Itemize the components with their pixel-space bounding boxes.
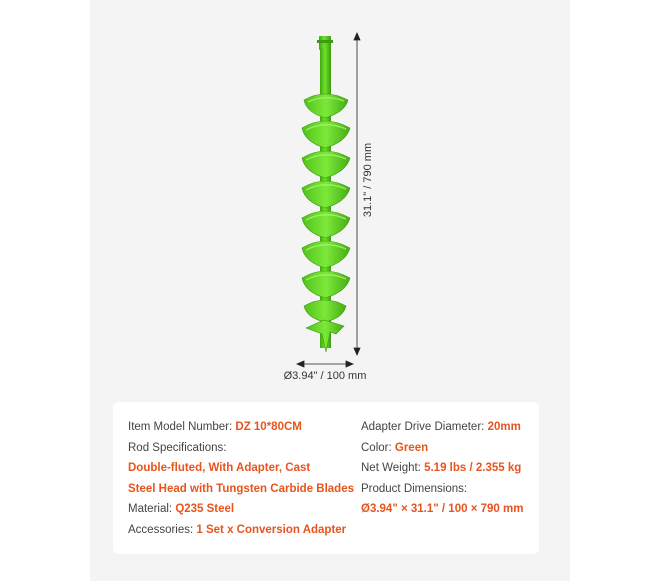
spec-rod-value-1: Double-fluted, With Adapter, Cast [128, 462, 311, 474]
spec-value: 20mm [487, 421, 521, 433]
spec-label: Color: [361, 442, 392, 454]
spec-rod-label: Rod Specifications: [128, 442, 227, 454]
cutting-head [306, 320, 344, 352]
spec-dimensions-value: Ø3.94" × 31.1" / 100 × 790 mm [361, 503, 524, 515]
spec-label: Accessories: [128, 524, 194, 536]
length-dimension-label: 31.1" / 790 mm [362, 142, 374, 218]
spec-model [128, 420, 302, 434]
spec-value: 1 Set x Conversion Adapter [196, 524, 347, 536]
spec-dimensions-label: Product Dimensions: [361, 483, 468, 495]
diameter-dimension-line [297, 361, 353, 367]
spec-value: Q235 Steel [175, 503, 235, 515]
spec-label: Adapter Drive Diameter: [361, 421, 485, 433]
spec-value: 5.19 lbs / 2.355 kg [424, 462, 522, 474]
spec-accessories [128, 523, 346, 537]
spec-value: Green [394, 442, 429, 454]
specifications-card [113, 402, 539, 554]
length-dimension-line [354, 33, 360, 355]
spec-value: DZ 10*80CM [235, 421, 302, 433]
spec-material [128, 502, 234, 516]
spec-rod-value-2: Steel Head with Tungsten Carbide Blades [128, 483, 354, 495]
spec-label: Item Model Number: [128, 421, 233, 433]
spec-weight [361, 461, 521, 475]
spec-adapter [361, 420, 521, 434]
diameter-dimension-label: Ø3.94" / 100 mm [283, 370, 367, 382]
spec-label: Net Weight: [361, 462, 421, 474]
spec-color [361, 441, 428, 455]
spec-label: Material: [128, 503, 173, 515]
